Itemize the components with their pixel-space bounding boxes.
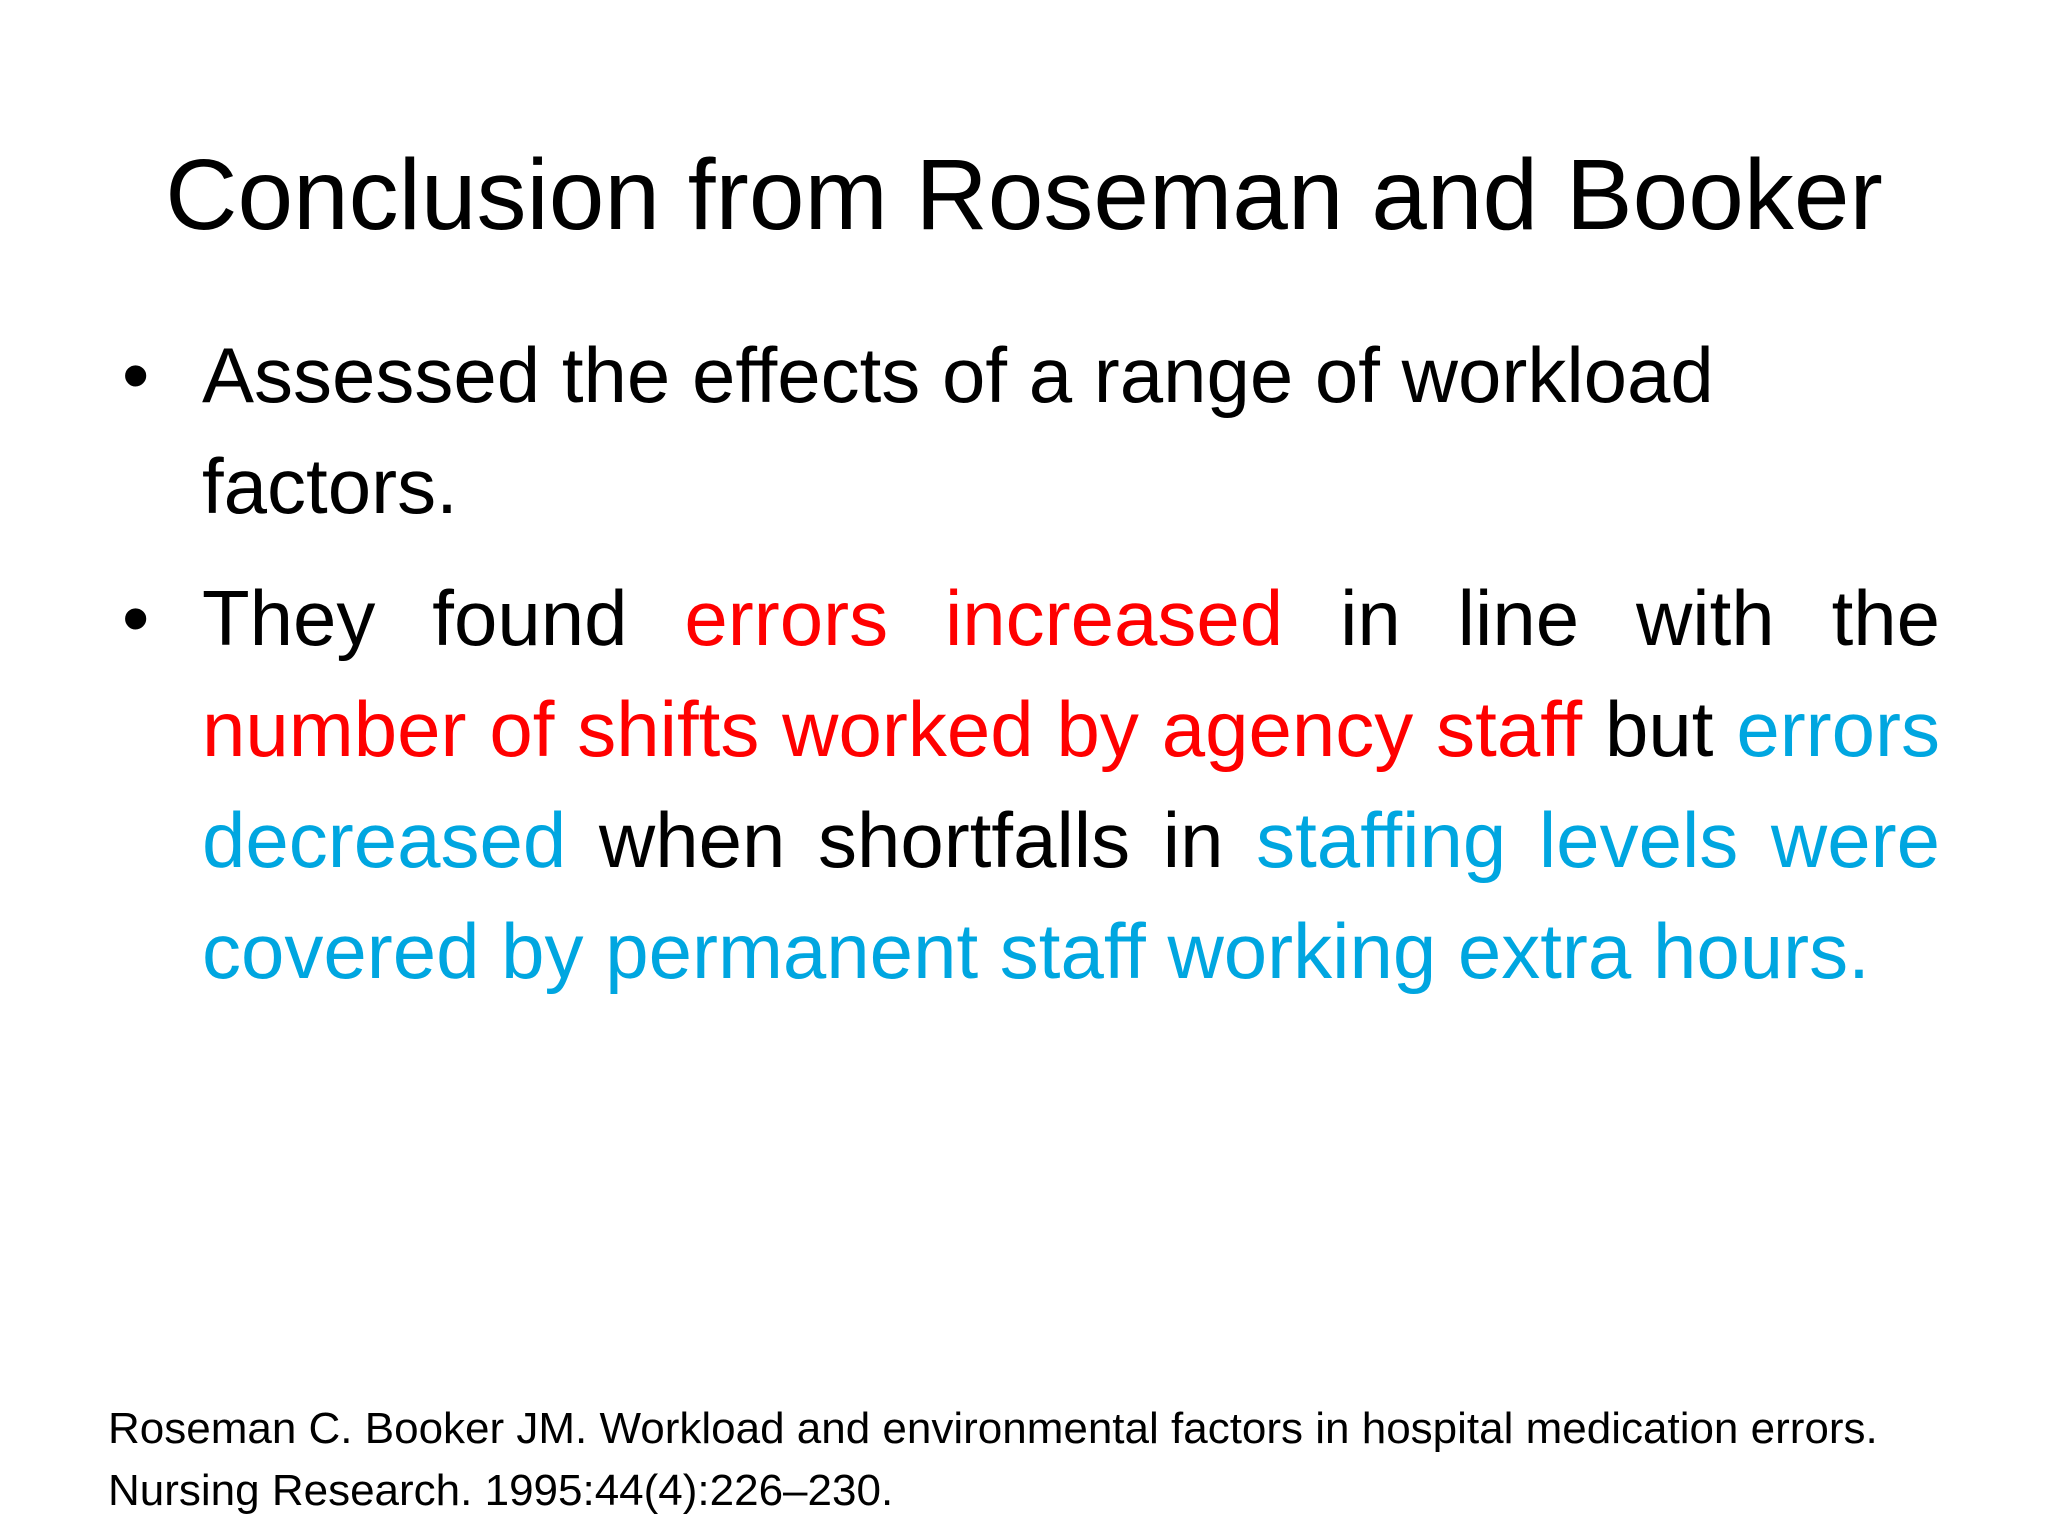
- slide-title: Conclusion from Roseman and Booker: [165, 139, 1883, 251]
- bullet-list: [120, 320, 1940, 1028]
- bullet-segment: when shortfalls in: [566, 796, 1257, 884]
- bullet-segment: Assessed the effects of a range of workload factors.: [202, 331, 1714, 530]
- bullet-text: [202, 563, 1940, 1007]
- bullet-item: [120, 320, 1940, 542]
- bullet-segment-highlight-red: errors increased: [684, 574, 1284, 662]
- bullet-item: [120, 563, 1940, 1007]
- bullet-segment: but: [1582, 685, 1737, 773]
- bullet-segment: in line with the: [1283, 574, 1941, 662]
- bullet-dot-icon: •: [122, 331, 150, 419]
- bullet-text: [202, 331, 1714, 530]
- bullet-segment: They found: [202, 574, 685, 662]
- bullet-dot-icon: •: [122, 574, 150, 662]
- bullet-segment-highlight-blue: errors decreased: [202, 685, 1941, 884]
- bullet-segment-highlight-red: number of shifts worked by agency staff: [202, 685, 1583, 773]
- bullet-segment-highlight-blue: staffing levels were covered by permanent staff working extra hours.: [202, 796, 1940, 995]
- reference-citation: Roseman C. Booker JM. Workload and environmental factors in hospital medication errors. Nursing Research. 1995:44(4):226–230.: [108, 1404, 1878, 1515]
